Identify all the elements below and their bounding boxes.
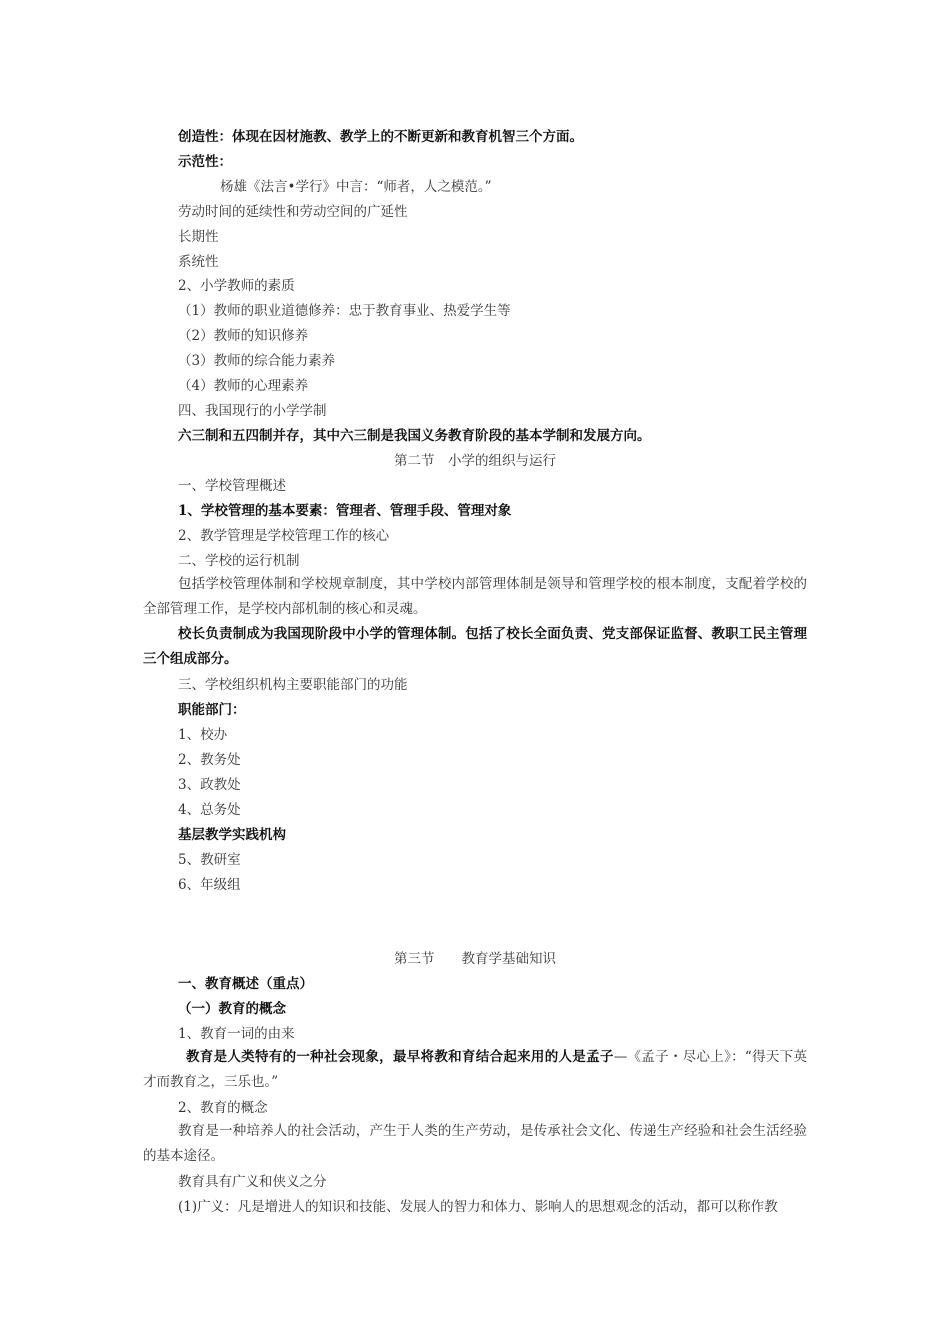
list-item-4: （4）教师的心理素养 (178, 378, 309, 394)
line-management-elements: 1、学校管理的基本要素：管理者、管理手段、管理对象 (178, 503, 512, 519)
label-functional-departments: 职能部门： (178, 702, 246, 718)
line-long-term: 长期性 (178, 229, 219, 245)
line-exemplary: 示范性： (178, 154, 232, 170)
dept-item-5: 5、教研室 (178, 852, 241, 868)
mencius-bold-text: 教育是人类特有的一种社会现象，最早将教和育结合起来用的人是孟子 (186, 1049, 614, 1065)
list-item-2: （2）教师的知识修养 (178, 328, 309, 344)
paragraph-mencius (143, 1045, 807, 1095)
heading-departments: 三、学校组织机构主要职能部门的功能 (178, 677, 408, 693)
line-labor-extension: 劳动时间的延续性和劳动空间的广延性 (178, 204, 408, 220)
heading-management-overview: 一、学校管理概述 (178, 478, 286, 494)
line-yangxiong-quote: 杨雄《法言•学行》中言：“师者，人之模范。” (220, 179, 492, 195)
dept-item-2: 2、教务处 (178, 752, 241, 768)
dept-item-6: 6、年级组 (178, 877, 241, 893)
list-item-1: （1）教师的职业道德修养：忠于教育事业、热爱学生等 (178, 303, 511, 319)
line-broad-narrow: 教育具有广义和侠义之分 (178, 1174, 327, 1190)
dept-item-4: 4、总务处 (178, 802, 241, 818)
label-basic-teaching-units: 基层教学实践机构 (178, 827, 286, 843)
list-item-3: （3）教师的综合能力素养 (178, 353, 336, 369)
line-creativity: 创造性：体现在因材施教、教学上的不断更新和教育机智三个方面。 (178, 129, 583, 145)
mencius-quote-text: —《孟子・尽心上》：“得天下英才而教育之，三乐也。” (143, 1049, 808, 1090)
heading-operation-mechanism: 二、学校的运行机制 (178, 553, 300, 569)
line-systematic: 系统性 (178, 254, 219, 270)
section-title-3: 第三节 教育学基础知识 (394, 951, 556, 967)
line-education-origin: 1、教育一词的由来 (178, 1026, 295, 1042)
line-school-system-desc: 六三制和五四制并存，其中六三制是我国义务教育阶段的基本学制和发展方向。 (178, 428, 651, 444)
dept-item-1: 1、校办 (178, 727, 228, 743)
heading-education-concept: （一）教育的概念 (178, 1001, 286, 1017)
dept-item-3: 3、政教处 (178, 777, 241, 793)
line-teaching-management: 2、教学管理是学校管理工作的核心 (178, 528, 390, 544)
heading-school-system: 四、我国现行的小学学制 (178, 403, 327, 419)
section-title-2: 第二节 小学的组织与运行 (394, 453, 556, 469)
heading-teacher-quality: 2、小学教师的素质 (178, 278, 295, 294)
paragraph-management-system: 包括学校管理体制和学校规章制度，其中学校内部管理体制是领导和管理学校的根本制度，支配着学校的全部管理工作，是学校内部机制的核心和灵魂。 (143, 576, 807, 617)
line-education-definition-heading: 2、教育的概念 (178, 1100, 268, 1116)
line-broad-definition: (1)广义：凡是增进人的知识和技能、发展人的智力和体力、影响人的思想观念的活动，都可以称作教 (178, 1199, 778, 1215)
paragraph-principal-responsibility: 校长负责制成为我国现阶段中小学的管理体制。包括了校长全面负责、党支部保证监督、教职工民主管理三个组成部分。 (143, 626, 807, 667)
paragraph-education-definition: 教育是一种培养人的社会活动，产生于人类的生产劳动，是传承社会文化、传递生产经验和社会生活经验的基本途径。 (143, 1123, 807, 1164)
heading-education-overview: 一、教育概述（重点） (178, 976, 313, 992)
